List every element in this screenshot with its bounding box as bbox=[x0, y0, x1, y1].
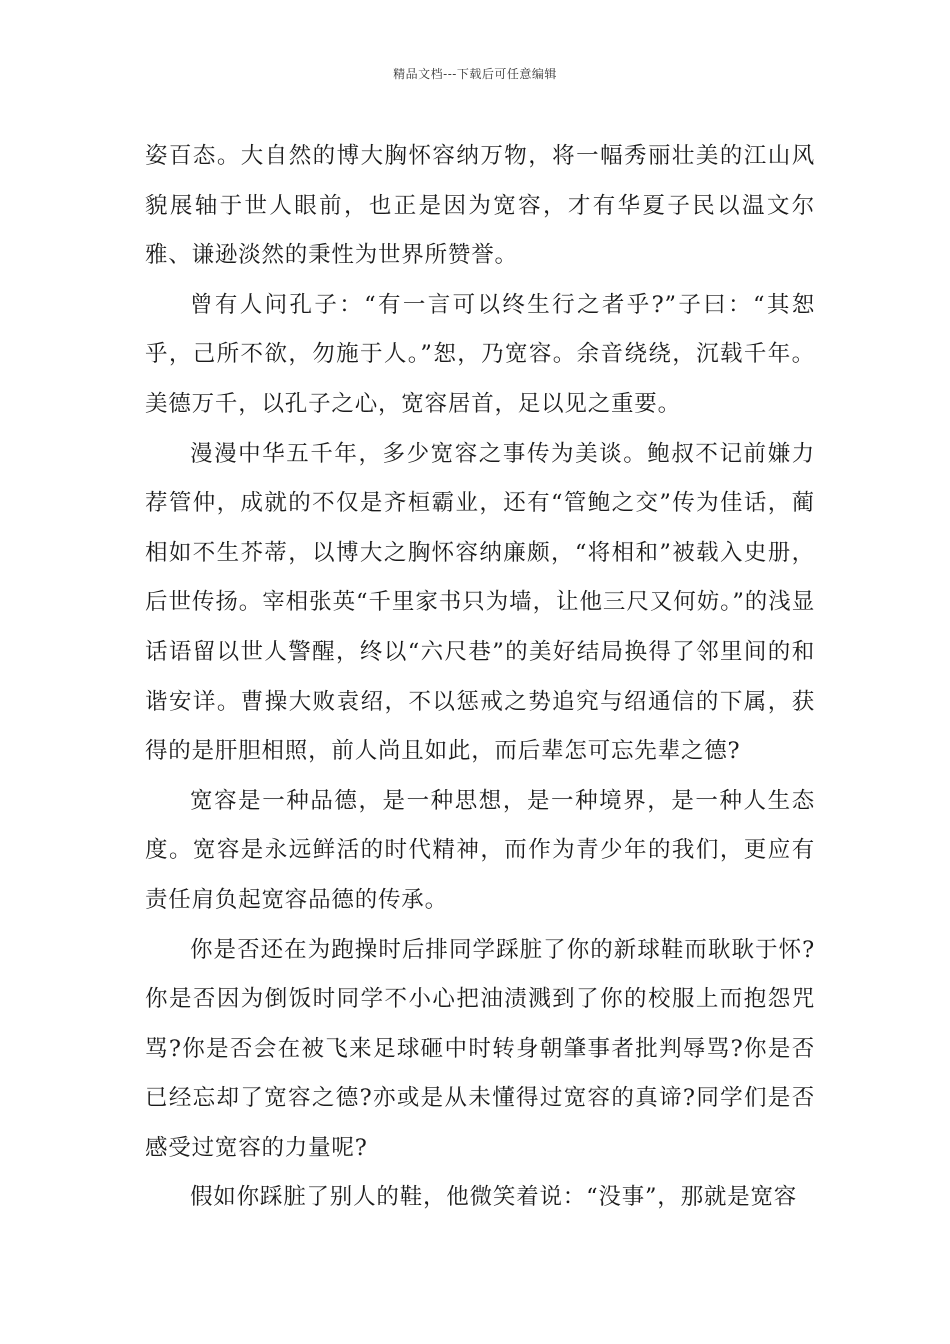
paragraph: 假如你踩脏了别人的鞋，他微笑着说：“没事”，那就是宽容 bbox=[190, 1184, 798, 1211]
page-header: 精品文档---下载后可任意编辑 bbox=[393, 67, 557, 81]
paragraph: 漫漫中华五千年，多少宽容之事传为美谈。鲍叔不记前嫌力荐管仲，成就的不仅是齐桓霸业，还有“管鲍之交”传为佳话，蔺相如不生芥蒂，以博大之胸怀容纳廉颇，“将相和”被载入史册，后世传扬。宰相张英“千里家书只为墙，让他三尺又何妨。”的浅显话语留以世人警醒，终以“六尺巷”的美好结局换得了邻里间的和谐安详。曹操大败袁绍，不以惩戒之势追究与绍通信的下属，获得的是肝胆相照，前人尚且如此，而后辈怎可忘先辈之德? bbox=[145, 440, 815, 765]
document-body bbox=[145, 132, 815, 1223]
paragraph: 曾有人问孔子：“有一言可以终生行之者乎?”子曰：“其恕乎，己所不欲，勿施于人。”恕，乃宽容。余音绕绕，沉载千年。美德万千，以孔子之心，宽容居首，足以见之重要。 bbox=[145, 291, 815, 417]
paragraph-continuation: 姿百态。大自然的博大胸怀容纳万物，将一幅秀丽壮美的江山风貌展轴于世人眼前，也正是因为宽容，才有华夏子民以温文尔雅、谦逊淡然的秉性为世界所赞誉。 bbox=[145, 143, 815, 269]
paragraph: 宽容是一种品德，是一种思想，是一种境界，是一种人生态度。宽容是永远鲜活的时代精神，而作为青少年的我们，更应有责任肩负起宽容品德的传承。 bbox=[145, 787, 815, 913]
paragraph: 你是否还在为跑操时后排同学踩脏了你的新球鞋而耿耿于怀?你是否因为倒饭时同学不小心把油渍溅到了你的校服上而抱怨咒骂?你是否会在被飞来足球砸中时转身朝肇事者批判辱骂?你是否已经忘却了宽容之德?亦或是从未懂得过宽容的真谛?同学们是否感受过宽容的力量呢? bbox=[145, 936, 815, 1161]
